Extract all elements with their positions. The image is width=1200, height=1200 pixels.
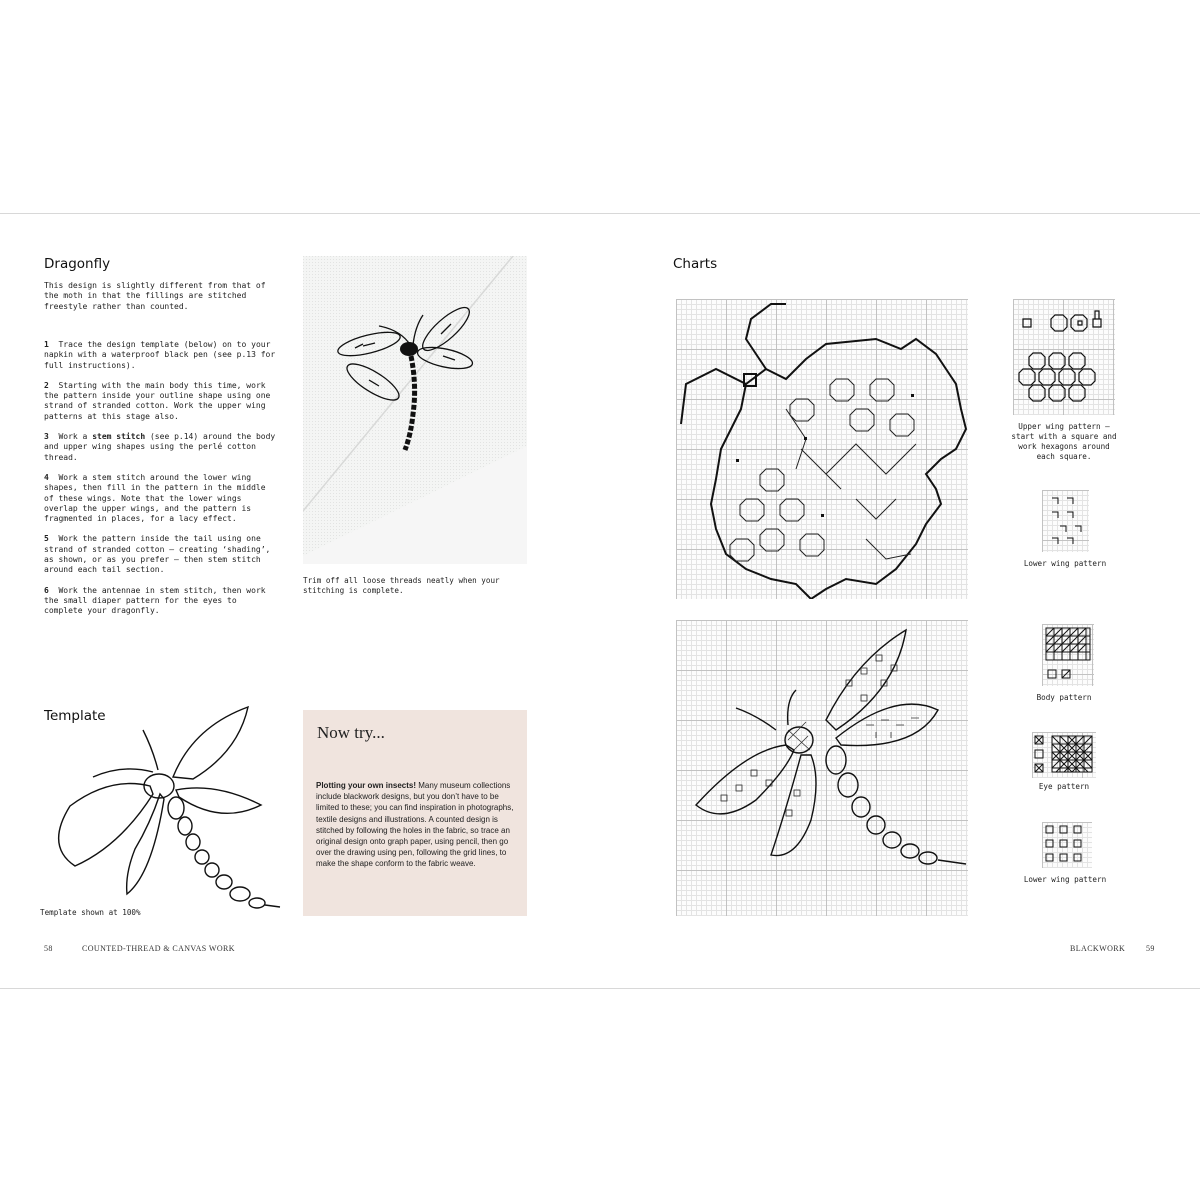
swatch-lower-wing-1: [1042, 490, 1089, 552]
dragonfly-embroidery-image: [303, 256, 527, 564]
steps-list: [44, 340, 276, 627]
upper-wing-pattern-chart: [1013, 299, 1115, 415]
caption-lower-wing-2: Lower wing pattern: [1023, 875, 1107, 884]
caption-body: Body pattern: [1036, 693, 1092, 702]
swatch-body: [1042, 624, 1094, 686]
running-head-right: BLACKWORK: [1070, 944, 1126, 953]
body-pattern-chart: [1042, 624, 1094, 686]
section-title-template: Template: [44, 708, 106, 724]
now-try-body: Plotting your own insects! Many museum collections include blackwork designs, but you don’t have to be limited to these; you can find inspiration in photographs, textile designs and illustrations. A counted design is stitched by following the holes in the fabric, so trace an original design onto graph paper, using pencil, then go over the drawing using pen, following the grid lines, to make the shape conform to the fabric weave.: [316, 781, 514, 869]
lower-wing-pattern-chart-1: [1042, 490, 1089, 552]
page-number-left: 58: [44, 944, 53, 953]
blackwork-chart-dragonfly: [676, 620, 968, 916]
step-4: 4 Work a stem stitch around the lower wing shapes, then fill in the pattern in the middle of these wings. Note that the lower wings overlap the upper wings, and the pattern is fragmented in places, for a lacy effect.: [44, 472, 266, 524]
dragonfly-template-drawing: [38, 702, 288, 912]
swatch-upper-wing: [1013, 299, 1115, 415]
section-title-dragonfly: Dragonfly: [44, 256, 111, 272]
chart-upper-grid: [676, 299, 968, 599]
running-head-left: COUNTED-THREAD & CANVAS WORK: [82, 944, 235, 953]
now-try-box: [303, 710, 527, 916]
swatch-lower-wing-2: [1042, 822, 1092, 868]
photo-caption: Trim off all loose threads neatly when your stitching is complete.: [303, 576, 500, 595]
caption-lower-wing-1: Lower wing pattern: [1023, 559, 1107, 568]
caption-eye: Eye pattern: [1038, 782, 1090, 791]
blackwork-chart-upper: [676, 299, 968, 599]
step-3: 3 Work a stem stitch (see p.14) around the body and upper wing shapes using the perlé cotton thread.: [44, 432, 276, 462]
step-5: 5 Work the pattern inside the tail using one strand of stranded cotton – creating ‘shading’, as shown, or as you prefer – then stem stitch around each tail section.: [44, 534, 271, 575]
step-1: 1 Trace the design template (below) on to your napkin with a waterproof black pen (see p.13 for full instructions).: [44, 340, 276, 370]
swatch-eye: [1032, 732, 1096, 778]
embroidery-photo: [303, 256, 527, 564]
section-title-charts: Charts: [673, 256, 718, 272]
lower-wing-pattern-chart-2: [1042, 822, 1092, 868]
page-number-right: 59: [1146, 944, 1155, 953]
chart-lower-grid: [676, 620, 968, 916]
intro-paragraph: This design is slightly different from that of the moth in that the fillings are stitched freestyle rather than counted.: [44, 281, 266, 311]
now-try-title: Now try...: [317, 723, 385, 742]
book-spread: [0, 213, 1200, 989]
template-caption: Template shown at 100%: [40, 908, 141, 917]
eye-pattern-chart: [1032, 732, 1096, 778]
step-2: 2 Starting with the main body this time, work the pattern inside your outline shape using one strand of stranded cotton. Work the upper wing patterns at this stage also.: [44, 380, 271, 421]
caption-upper-wing: Upper wing pattern – start with a square and work hexagons around each square.: [1011, 422, 1117, 461]
step-6: 6 Work the antennae in stem stitch, then work the small diaper pattern for the eyes to complete your dragonfly.: [44, 585, 266, 616]
